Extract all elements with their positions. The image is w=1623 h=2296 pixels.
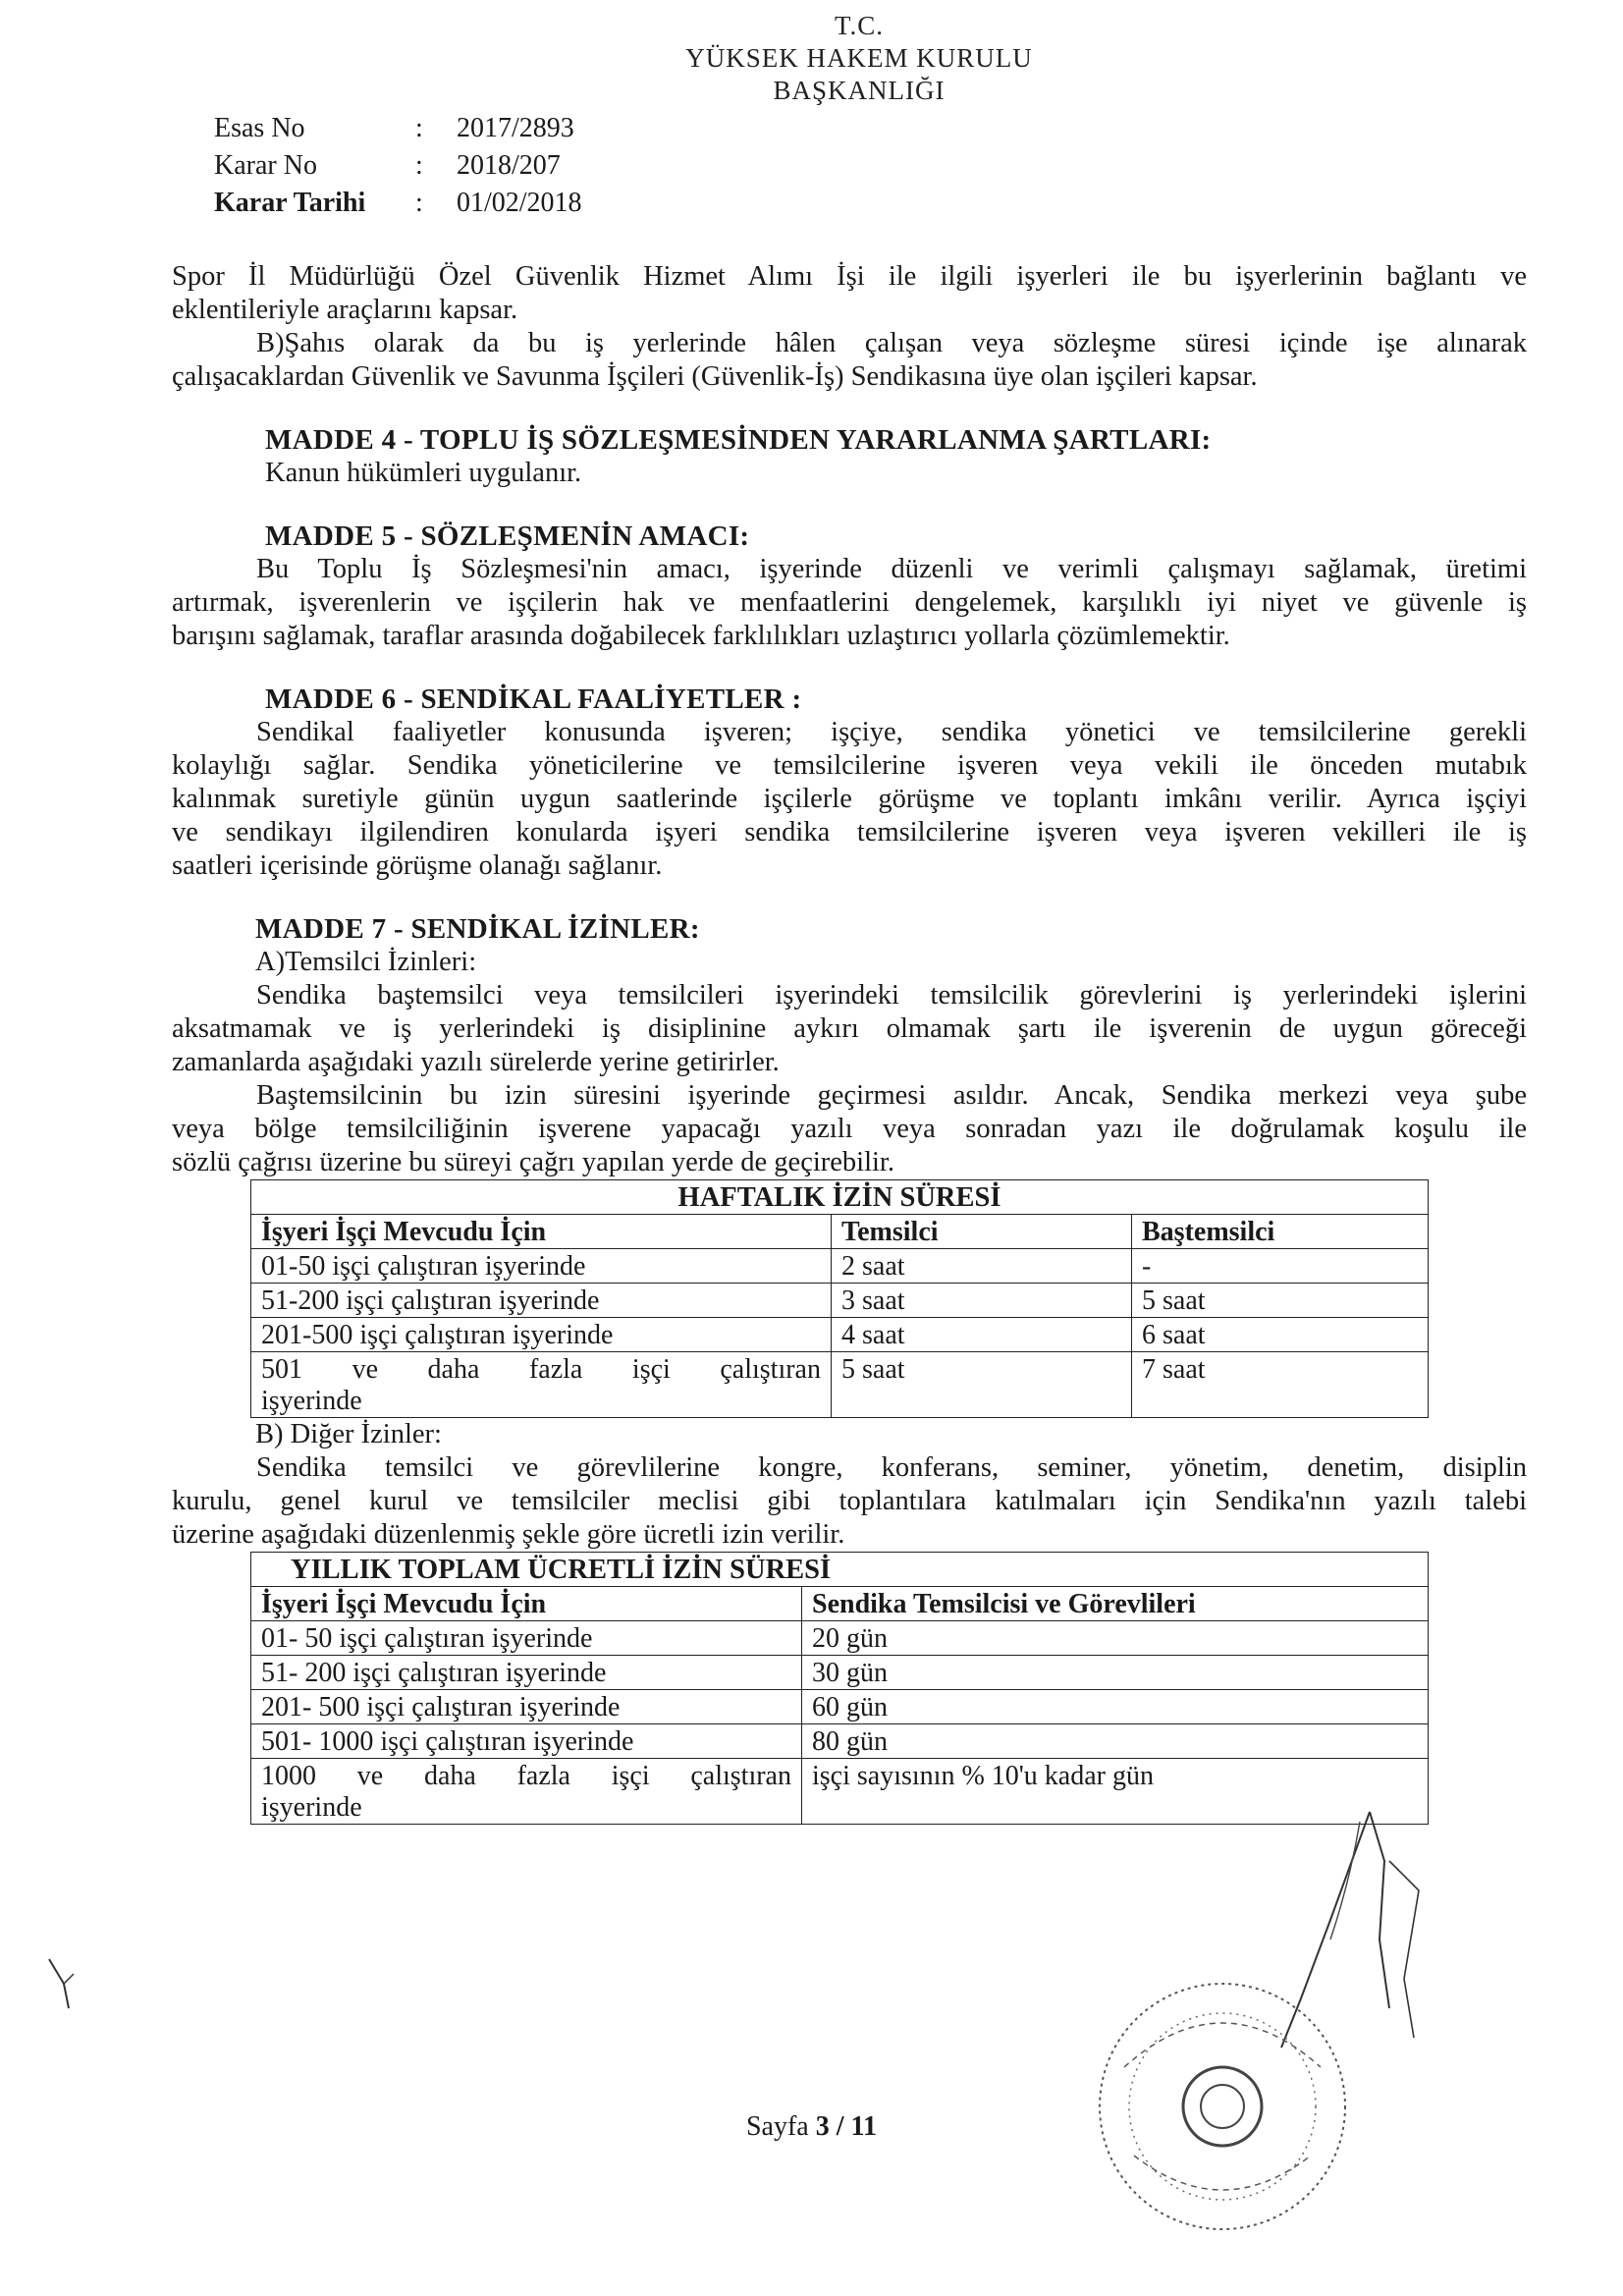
institution-line-tc: T.C. bbox=[835, 11, 884, 40]
table-cell: 5 saat bbox=[832, 1352, 1132, 1418]
table-header-row bbox=[251, 1215, 1429, 1249]
madde7-heading: MADDE 7 - SENDİKAL İZİNLER: bbox=[255, 913, 700, 945]
madde5-line1: Bu Toplu İş Sözleşmesi'nin amacı, işyerinde düzenli ve verimli çalışmayı sağlamak, üretimi bbox=[256, 554, 1527, 584]
page-prefix: Sayfa bbox=[745, 2111, 809, 2142]
institution-block bbox=[643, 10, 1075, 107]
table-cell: 20 gün bbox=[802, 1621, 1429, 1656]
table-cell: 501- 1000 işçi çalıştıran işyerinde bbox=[251, 1724, 802, 1759]
col-header-representative: Temsilci bbox=[832, 1215, 1132, 1249]
madde5-line2: artırmak, işverenlerin ve işçilerin hak ve menfaatlerini dengelemek, karşılıklı iyi niyet ve güvenle iş bbox=[172, 587, 1527, 618]
meta-label: Karar Tarihi bbox=[214, 188, 366, 218]
margin-mark-icon bbox=[44, 1954, 83, 2013]
document-body bbox=[172, 260, 1527, 1825]
table-cell: 5 saat bbox=[1132, 1284, 1429, 1318]
table-header-row bbox=[251, 1587, 1429, 1621]
madde5-heading: MADDE 5 - SÖZLEŞMENİN AMACI: bbox=[265, 520, 750, 552]
page-total: 11 bbox=[850, 2111, 877, 2142]
madde6-line5: saatleri içerisinde görüşme olanağı sağlanır. bbox=[172, 850, 663, 881]
madde7-a-title: A)Temsilci İzinleri: bbox=[255, 947, 477, 977]
table-cell: 7 saat bbox=[1132, 1352, 1429, 1418]
madde7-a-p2-line1: Baştemsilcinin bu izin süresini işyerinde geçirmesi asıldır. Ancak, Sendika merkezi veya şube bbox=[256, 1080, 1527, 1111]
cell-line: 501 ve daha fazla işçi çalıştıran bbox=[261, 1354, 821, 1385]
table-cell: 01-50 işçi çalıştıran işyerinde bbox=[251, 1249, 832, 1284]
table-row bbox=[251, 1724, 1429, 1759]
intro-p2-line1: B)Şahıs olarak da bu iş yerlerinde hâlen çalışan veya sözleşme süresi içinde işe alınarak bbox=[256, 328, 1527, 358]
madde7-a-p2-line2: veya bölge temsilciliğinin işverene yapacağı yazılı veya sonradan yazı ile doğrulamak koşulu ile bbox=[172, 1114, 1527, 1144]
intro-p2-line2: çalışacaklardan Güvenlik ve Savunma İşçileri (Güvenlik-İş) Sendikasına üye olan işçileri kapsar. bbox=[172, 361, 1258, 392]
madde7-a-line2: aksatmamak ve iş yerlerindeki iş disiplinine aykırı olmamak şartı ile işverenin de uygun göreceği bbox=[172, 1013, 1527, 1044]
madde7-b-line1: Sendika temsilci ve görevlilerine kongre, konferans, seminer, yönetim, denetim, disiplin bbox=[256, 1452, 1527, 1483]
page-number bbox=[0, 2111, 1623, 2143]
page-sep: / bbox=[836, 2111, 844, 2142]
madde7-b-title: B) Diğer İzinler: bbox=[255, 1419, 442, 1449]
meta-row-tarih bbox=[214, 185, 582, 222]
table-cell: 4 saat bbox=[832, 1318, 1132, 1352]
cell-line: 1000 ve daha fazla işçi çalıştıran bbox=[261, 1761, 791, 1791]
meta-row-karar bbox=[214, 147, 582, 185]
madde7-a-p2-line3: sözlü çağrısı üzerine bu süreyi çağrı yapılan yerde de geçirebilir. bbox=[172, 1147, 894, 1177]
col-header-workforce: İşyeri İşçi Mevcudu İçin bbox=[251, 1215, 832, 1249]
cell-line: işyerinde bbox=[261, 1792, 362, 1823]
annual-leave-title: YILLIK TOPLAM ÜCRETLİ İZİN SÜRESİ bbox=[251, 1553, 1429, 1587]
table-cell: 51-200 işçi çalıştıran işyerinde bbox=[251, 1284, 832, 1318]
page-current: 3 bbox=[815, 2111, 830, 2142]
table-cell: 6 saat bbox=[1132, 1318, 1429, 1352]
official-stamp-icon bbox=[1065, 1959, 1380, 2254]
madde5-line3: barışını sağlamak, taraflar arasında doğabilecek farklılıkları uzlaştırıcı yollarla çözümlemektir. bbox=[172, 621, 1230, 651]
case-meta bbox=[214, 110, 582, 222]
madde6-line1: Sendikal faaliyetler konusunda işveren; işçiye, sendika yönetici ve temsilcilerine gerekli bbox=[256, 717, 1527, 747]
madde6-line2: kolaylığı sağlar. Sendika yöneticilerine ve temsilcilerine işveren veya vekili ile önceden mutabık bbox=[172, 750, 1527, 781]
madde7-b-line3: üzerine aşağıdaki düzenlenmiş şekle göre ücretli izin verilir. bbox=[172, 1519, 845, 1550]
madde7-a-line1: Sendika baştemsilci veya temsilcileri işyerindeki temsilcilik görevlerini iş yerlerindeki işlerini bbox=[256, 980, 1527, 1011]
table-cell: 201-500 işçi çalıştıran işyerinde bbox=[251, 1318, 832, 1352]
madde6-line3: kalınmak suretiyle günün uygun saatlerinde işçilerle görüşme ve toplantı imkânı verilir. Ayrıca işçiyi bbox=[172, 784, 1527, 814]
table-cell: 2 saat bbox=[832, 1249, 1132, 1284]
table-cell: 01- 50 işçi çalıştıran işyerinde bbox=[251, 1621, 802, 1656]
table-cell: - bbox=[1132, 1249, 1429, 1284]
intro-p1-line1: Spor İl Müdürlüğü Özel Güvenlik Hizmet Alımı İşi ile ilgili işyerleri ile bu işyerlerinin bağlantı ve bbox=[172, 261, 1527, 292]
table-title-row bbox=[251, 1553, 1429, 1587]
madde6-heading: MADDE 6 - SENDİKAL FAALİYETLER : bbox=[265, 683, 802, 715]
table-title-row bbox=[251, 1180, 1429, 1215]
col-header-officials: Sendika Temsilcisi ve Görevlileri bbox=[802, 1587, 1429, 1621]
cell-line: işyerinde bbox=[261, 1386, 362, 1416]
madde7-a-line3: zamanlarda aşağıdaki yazılı sürelerde yerine getirirler. bbox=[172, 1047, 780, 1077]
meta-value: 2017/2893 bbox=[457, 113, 574, 143]
table-cell: 201- 500 işçi çalıştıran işyerinde bbox=[251, 1690, 802, 1724]
intro-p1-line2: eklentileriyle araçlarını kapsar. bbox=[172, 295, 518, 325]
institution-line-unit: BAŞKANLIĞI bbox=[773, 76, 946, 105]
madde4-body: Kanun hükümleri uygulanır. bbox=[265, 458, 582, 488]
weekly-leave-title: HAFTALIK İZİN SÜRESİ bbox=[251, 1180, 1429, 1215]
table-row bbox=[251, 1284, 1429, 1318]
meta-sep: : bbox=[415, 188, 423, 218]
institution-line-name: YÜKSEK HAKEM KURULU bbox=[685, 43, 1033, 73]
table-cell: 60 gün bbox=[802, 1690, 1429, 1724]
table-row bbox=[251, 1352, 1429, 1418]
annual-leave-table bbox=[250, 1552, 1429, 1825]
table-cell bbox=[251, 1759, 802, 1825]
table-row bbox=[251, 1690, 1429, 1724]
meta-value: 01/02/2018 bbox=[457, 188, 582, 218]
col-header-workforce: İşyeri İşçi Mevcudu İçin bbox=[251, 1587, 802, 1621]
table-row bbox=[251, 1249, 1429, 1284]
madde6-line4: ve sendikayı ilgilendiren konularda işyeri sendika temsilcilerine işveren veya işveren vekilleri ile iş bbox=[172, 817, 1527, 847]
table-cell: işçi sayısının % 10'u kadar gün bbox=[802, 1759, 1429, 1825]
table-cell: 51- 200 işçi çalıştıran işyerinde bbox=[251, 1656, 802, 1690]
meta-sep: : bbox=[415, 113, 423, 143]
table-row bbox=[251, 1621, 1429, 1656]
table-cell: 80 gün bbox=[802, 1724, 1429, 1759]
meta-label: Karar No bbox=[214, 150, 317, 181]
meta-label: Esas No bbox=[214, 113, 305, 143]
madde7-b-line2: kurulu, genel kurul ve temsilciler meclisi gibi toplantılara katılmaları için Sendika'nın yazılı talebi bbox=[172, 1486, 1527, 1516]
madde4-heading: MADDE 4 - TOPLU İŞ SÖZLEŞMESİNDEN YARARLANMA ŞARTLARI: bbox=[265, 424, 1212, 456]
meta-row-esas bbox=[214, 110, 582, 147]
table-cell bbox=[251, 1352, 832, 1418]
meta-sep: : bbox=[415, 150, 423, 181]
table-cell: 30 gün bbox=[802, 1656, 1429, 1690]
table-row bbox=[251, 1656, 1429, 1690]
col-header-chief-representative: Baştemsilci bbox=[1132, 1215, 1429, 1249]
table-cell: 3 saat bbox=[832, 1284, 1132, 1318]
weekly-leave-table bbox=[250, 1179, 1429, 1418]
meta-value: 2018/207 bbox=[457, 150, 561, 181]
table-row bbox=[251, 1318, 1429, 1352]
